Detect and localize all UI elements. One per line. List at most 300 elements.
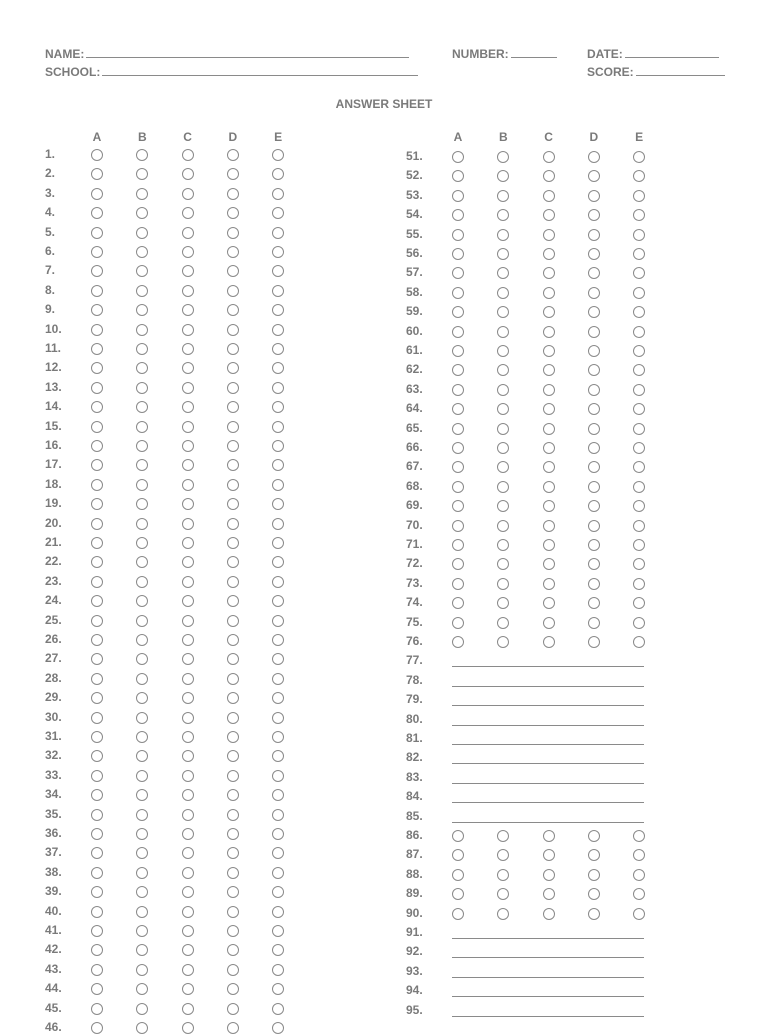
answer-bubble-a[interactable] (91, 149, 103, 161)
answer-bubble-c[interactable] (543, 869, 555, 881)
answer-bubble-d[interactable] (588, 364, 600, 376)
answer-bubble-b[interactable] (136, 207, 148, 219)
answer-bubble-d[interactable] (227, 149, 239, 161)
answer-bubble-d[interactable] (588, 830, 600, 842)
answer-bubble-a[interactable] (452, 151, 464, 163)
answer-bubble-e[interactable] (272, 1003, 284, 1015)
answer-bubble-d[interactable] (588, 248, 600, 260)
answer-bubble-a[interactable] (91, 343, 103, 355)
answer-bubble-e[interactable] (272, 324, 284, 336)
answer-bubble-e[interactable] (272, 401, 284, 413)
answer-bubble-a[interactable] (452, 287, 464, 299)
answer-bubble-b[interactable] (136, 227, 148, 239)
answer-bubble-c[interactable] (182, 615, 194, 627)
answer-bubble-d[interactable] (227, 421, 239, 433)
answer-bubble-d[interactable] (227, 789, 239, 801)
answer-bubble-e[interactable] (272, 518, 284, 530)
answer-bubble-c[interactable] (182, 285, 194, 297)
answer-bubble-e[interactable] (633, 248, 645, 260)
answer-bubble-a[interactable] (452, 384, 464, 396)
answer-bubble-a[interactable] (452, 209, 464, 221)
answer-bubble-d[interactable] (227, 770, 239, 782)
answer-bubble-e[interactable] (272, 731, 284, 743)
answer-bubble-b[interactable] (136, 634, 148, 646)
answer-bubble-b[interactable] (136, 983, 148, 995)
answer-bubble-a[interactable] (91, 828, 103, 840)
answer-bubble-d[interactable] (227, 556, 239, 568)
answer-bubble-a[interactable] (91, 944, 103, 956)
answer-bubble-e[interactable] (633, 287, 645, 299)
answer-bubble-e[interactable] (272, 556, 284, 568)
answer-bubble-d[interactable] (227, 207, 239, 219)
answer-bubble-c[interactable] (182, 479, 194, 491)
answer-bubble-a[interactable] (91, 770, 103, 782)
answer-bubble-a[interactable] (91, 634, 103, 646)
answer-bubble-c[interactable] (182, 731, 194, 743)
answer-bubble-e[interactable] (272, 925, 284, 937)
answer-bubble-b[interactable] (497, 888, 509, 900)
answer-bubble-e[interactable] (633, 170, 645, 182)
answer-bubble-e[interactable] (272, 440, 284, 452)
answer-bubble-a[interactable] (452, 403, 464, 415)
answer-bubble-d[interactable] (227, 634, 239, 646)
answer-bubble-e[interactable] (633, 229, 645, 241)
answer-bubble-c[interactable] (543, 520, 555, 532)
answer-bubble-d[interactable] (588, 461, 600, 473)
number-field[interactable] (452, 46, 557, 61)
answer-bubble-c[interactable] (182, 634, 194, 646)
answer-bubble-c[interactable] (182, 556, 194, 568)
answer-bubble-c[interactable] (543, 190, 555, 202)
answer-bubble-e[interactable] (272, 712, 284, 724)
answer-bubble-a[interactable] (91, 401, 103, 413)
answer-bubble-b[interactable] (497, 190, 509, 202)
answer-bubble-c[interactable] (543, 423, 555, 435)
answer-bubble-d[interactable] (227, 964, 239, 976)
answer-bubble-d[interactable] (588, 384, 600, 396)
answer-bubble-a[interactable] (91, 440, 103, 452)
answer-bubble-b[interactable] (497, 461, 509, 473)
answer-bubble-e[interactable] (272, 886, 284, 898)
answer-bubble-e[interactable] (633, 364, 645, 376)
answer-bubble-c[interactable] (543, 267, 555, 279)
answer-bubble-d[interactable] (227, 750, 239, 762)
answer-bubble-a[interactable] (91, 324, 103, 336)
answer-bubble-e[interactable] (272, 362, 284, 374)
answer-bubble-a[interactable] (452, 248, 464, 260)
answer-bubble-e[interactable] (633, 461, 645, 473)
answer-bubble-e[interactable] (272, 246, 284, 258)
answer-bubble-e[interactable] (272, 847, 284, 859)
answer-bubble-e[interactable] (633, 636, 645, 648)
answer-bubble-a[interactable] (452, 190, 464, 202)
answer-bubble-b[interactable] (136, 731, 148, 743)
answer-bubble-c[interactable] (543, 558, 555, 570)
answer-bubble-c[interactable] (543, 617, 555, 629)
answer-bubble-d[interactable] (227, 847, 239, 859)
answer-bubble-d[interactable] (588, 481, 600, 493)
answer-bubble-e[interactable] (633, 423, 645, 435)
name-field[interactable] (45, 46, 409, 61)
answer-bubble-e[interactable] (633, 190, 645, 202)
answer-bubble-b[interactable] (136, 712, 148, 724)
answer-bubble-e[interactable] (633, 908, 645, 920)
answer-bubble-a[interactable] (452, 578, 464, 590)
answer-bubble-b[interactable] (497, 423, 509, 435)
answer-bubble-c[interactable] (182, 401, 194, 413)
answer-bubble-a[interactable] (91, 362, 103, 374)
answer-bubble-c[interactable] (543, 461, 555, 473)
answer-line[interactable] (452, 822, 644, 823)
answer-bubble-e[interactable] (633, 384, 645, 396)
answer-bubble-d[interactable] (227, 343, 239, 355)
answer-bubble-b[interactable] (136, 498, 148, 510)
answer-bubble-c[interactable] (182, 692, 194, 704)
answer-bubble-a[interactable] (452, 461, 464, 473)
date-field[interactable] (587, 46, 719, 61)
answer-bubble-e[interactable] (272, 828, 284, 840)
answer-bubble-d[interactable] (588, 500, 600, 512)
answer-bubble-c[interactable] (543, 209, 555, 221)
answer-bubble-b[interactable] (136, 518, 148, 530)
answer-bubble-b[interactable] (136, 1003, 148, 1015)
answer-bubble-a[interactable] (91, 537, 103, 549)
answer-bubble-d[interactable] (588, 306, 600, 318)
answer-bubble-e[interactable] (272, 595, 284, 607)
answer-bubble-a[interactable] (91, 556, 103, 568)
answer-bubble-e[interactable] (633, 151, 645, 163)
answer-bubble-d[interactable] (227, 227, 239, 239)
answer-bubble-d[interactable] (227, 983, 239, 995)
answer-bubble-a[interactable] (452, 869, 464, 881)
answer-bubble-c[interactable] (543, 500, 555, 512)
answer-bubble-d[interactable] (588, 578, 600, 590)
answer-bubble-c[interactable] (543, 830, 555, 842)
answer-line[interactable] (452, 977, 644, 978)
answer-bubble-a[interactable] (91, 731, 103, 743)
answer-bubble-b[interactable] (497, 229, 509, 241)
answer-bubble-a[interactable] (452, 539, 464, 551)
answer-bubble-c[interactable] (182, 847, 194, 859)
answer-bubble-d[interactable] (227, 673, 239, 685)
answer-bubble-d[interactable] (227, 615, 239, 627)
answer-bubble-e[interactable] (272, 944, 284, 956)
answer-bubble-b[interactable] (136, 537, 148, 549)
answer-bubble-b[interactable] (497, 287, 509, 299)
answer-bubble-a[interactable] (91, 246, 103, 258)
answer-line[interactable] (452, 957, 644, 958)
answer-bubble-c[interactable] (543, 170, 555, 182)
answer-bubble-c[interactable] (543, 287, 555, 299)
answer-bubble-c[interactable] (543, 442, 555, 454)
answer-bubble-e[interactable] (633, 539, 645, 551)
answer-bubble-b[interactable] (136, 343, 148, 355)
answer-bubble-a[interactable] (91, 615, 103, 627)
answer-bubble-e[interactable] (633, 578, 645, 590)
answer-line[interactable] (452, 744, 644, 745)
answer-bubble-d[interactable] (227, 906, 239, 918)
answer-bubble-b[interactable] (136, 925, 148, 937)
answer-bubble-c[interactable] (182, 421, 194, 433)
answer-bubble-a[interactable] (452, 306, 464, 318)
answer-bubble-a[interactable] (91, 886, 103, 898)
answer-bubble-a[interactable] (91, 421, 103, 433)
answer-bubble-e[interactable] (272, 906, 284, 918)
answer-bubble-d[interactable] (227, 925, 239, 937)
answer-bubble-d[interactable] (227, 1003, 239, 1015)
answer-bubble-c[interactable] (182, 382, 194, 394)
answer-bubble-a[interactable] (91, 906, 103, 918)
answer-bubble-c[interactable] (182, 809, 194, 821)
answer-bubble-a[interactable] (452, 170, 464, 182)
answer-bubble-b[interactable] (136, 285, 148, 297)
answer-bubble-c[interactable] (182, 789, 194, 801)
answer-bubble-b[interactable] (136, 770, 148, 782)
answer-bubble-e[interactable] (272, 227, 284, 239)
answer-bubble-b[interactable] (136, 847, 148, 859)
answer-bubble-b[interactable] (136, 168, 148, 180)
answer-bubble-d[interactable] (227, 653, 239, 665)
answer-bubble-d[interactable] (227, 498, 239, 510)
answer-bubble-b[interactable] (136, 886, 148, 898)
answer-bubble-a[interactable] (452, 908, 464, 920)
answer-bubble-d[interactable] (227, 459, 239, 471)
answer-bubble-e[interactable] (272, 770, 284, 782)
answer-bubble-d[interactable] (588, 287, 600, 299)
answer-bubble-c[interactable] (182, 595, 194, 607)
answer-bubble-c[interactable] (182, 149, 194, 161)
answer-bubble-a[interactable] (91, 673, 103, 685)
answer-bubble-d[interactable] (588, 209, 600, 221)
answer-bubble-d[interactable] (227, 537, 239, 549)
answer-bubble-d[interactable] (227, 168, 239, 180)
answer-bubble-b[interactable] (497, 636, 509, 648)
date-underline[interactable] (625, 46, 719, 58)
answer-bubble-b[interactable] (497, 830, 509, 842)
answer-bubble-c[interactable] (182, 770, 194, 782)
answer-bubble-a[interactable] (91, 479, 103, 491)
name-underline[interactable] (86, 46, 409, 58)
answer-bubble-b[interactable] (136, 188, 148, 200)
answer-bubble-b[interactable] (136, 324, 148, 336)
answer-bubble-c[interactable] (182, 459, 194, 471)
answer-bubble-e[interactable] (272, 285, 284, 297)
answer-bubble-e[interactable] (633, 520, 645, 532)
answer-bubble-e[interactable] (272, 421, 284, 433)
answer-bubble-e[interactable] (633, 267, 645, 279)
answer-bubble-b[interactable] (136, 479, 148, 491)
answer-line[interactable] (452, 996, 644, 997)
answer-bubble-b[interactable] (136, 906, 148, 918)
answer-bubble-d[interactable] (588, 229, 600, 241)
answer-bubble-e[interactable] (633, 481, 645, 493)
answer-bubble-b[interactable] (497, 558, 509, 570)
answer-bubble-a[interactable] (91, 925, 103, 937)
answer-bubble-b[interactable] (497, 481, 509, 493)
answer-bubble-e[interactable] (272, 789, 284, 801)
answer-bubble-c[interactable] (182, 983, 194, 995)
answer-bubble-c[interactable] (543, 306, 555, 318)
answer-line[interactable] (452, 802, 644, 803)
answer-bubble-e[interactable] (272, 304, 284, 316)
answer-bubble-b[interactable] (497, 849, 509, 861)
answer-bubble-b[interactable] (136, 576, 148, 588)
answer-bubble-c[interactable] (543, 849, 555, 861)
answer-bubble-a[interactable] (452, 849, 464, 861)
answer-bubble-b[interactable] (136, 459, 148, 471)
answer-bubble-e[interactable] (272, 983, 284, 995)
answer-bubble-c[interactable] (543, 326, 555, 338)
answer-bubble-c[interactable] (182, 518, 194, 530)
answer-bubble-a[interactable] (91, 789, 103, 801)
answer-line[interactable] (452, 763, 644, 764)
answer-bubble-b[interactable] (497, 345, 509, 357)
answer-bubble-a[interactable] (452, 830, 464, 842)
answer-bubble-b[interactable] (497, 170, 509, 182)
answer-bubble-c[interactable] (543, 229, 555, 241)
answer-bubble-e[interactable] (633, 597, 645, 609)
answer-bubble-c[interactable] (182, 906, 194, 918)
answer-bubble-c[interactable] (182, 576, 194, 588)
answer-bubble-e[interactable] (633, 869, 645, 881)
answer-bubble-c[interactable] (182, 673, 194, 685)
answer-bubble-a[interactable] (452, 520, 464, 532)
answer-bubble-a[interactable] (452, 326, 464, 338)
answer-bubble-a[interactable] (452, 229, 464, 241)
answer-bubble-a[interactable] (91, 304, 103, 316)
answer-bubble-e[interactable] (633, 830, 645, 842)
answer-bubble-d[interactable] (227, 867, 239, 879)
answer-bubble-a[interactable] (452, 267, 464, 279)
answer-bubble-b[interactable] (497, 384, 509, 396)
answer-bubble-e[interactable] (272, 867, 284, 879)
answer-bubble-a[interactable] (452, 481, 464, 493)
answer-bubble-a[interactable] (91, 265, 103, 277)
answer-bubble-d[interactable] (227, 382, 239, 394)
school-underline[interactable] (102, 64, 418, 76)
answer-bubble-c[interactable] (182, 653, 194, 665)
answer-bubble-b[interactable] (497, 908, 509, 920)
answer-bubble-c[interactable] (182, 925, 194, 937)
answer-bubble-e[interactable] (633, 558, 645, 570)
answer-bubble-b[interactable] (497, 597, 509, 609)
answer-bubble-d[interactable] (588, 345, 600, 357)
answer-bubble-d[interactable] (227, 304, 239, 316)
answer-bubble-e[interactable] (633, 849, 645, 861)
answer-bubble-e[interactable] (633, 617, 645, 629)
answer-bubble-c[interactable] (182, 537, 194, 549)
answer-bubble-b[interactable] (497, 209, 509, 221)
answer-bubble-c[interactable] (182, 498, 194, 510)
answer-bubble-a[interactable] (452, 597, 464, 609)
answer-bubble-b[interactable] (136, 265, 148, 277)
answer-bubble-b[interactable] (136, 246, 148, 258)
answer-bubble-c[interactable] (182, 886, 194, 898)
answer-bubble-b[interactable] (136, 828, 148, 840)
answer-bubble-a[interactable] (91, 712, 103, 724)
answer-bubble-e[interactable] (272, 459, 284, 471)
answer-bubble-e[interactable] (272, 168, 284, 180)
answer-bubble-d[interactable] (227, 285, 239, 297)
answer-bubble-d[interactable] (227, 828, 239, 840)
answer-bubble-c[interactable] (182, 168, 194, 180)
answer-bubble-a[interactable] (91, 964, 103, 976)
answer-bubble-c[interactable] (182, 750, 194, 762)
answer-bubble-c[interactable] (182, 828, 194, 840)
answer-bubble-e[interactable] (272, 673, 284, 685)
answer-bubble-e[interactable] (272, 634, 284, 646)
answer-bubble-b[interactable] (497, 539, 509, 551)
answer-bubble-c[interactable] (182, 324, 194, 336)
answer-bubble-a[interactable] (91, 576, 103, 588)
answer-bubble-d[interactable] (588, 617, 600, 629)
answer-bubble-b[interactable] (136, 440, 148, 452)
answer-bubble-d[interactable] (588, 326, 600, 338)
answer-line[interactable] (452, 686, 644, 687)
answer-bubble-e[interactable] (272, 537, 284, 549)
answer-bubble-a[interactable] (452, 636, 464, 648)
answer-bubble-d[interactable] (588, 151, 600, 163)
answer-bubble-d[interactable] (227, 362, 239, 374)
answer-bubble-a[interactable] (91, 809, 103, 821)
answer-bubble-b[interactable] (136, 944, 148, 956)
answer-bubble-d[interactable] (227, 809, 239, 821)
answer-bubble-d[interactable] (588, 190, 600, 202)
answer-bubble-b[interactable] (497, 500, 509, 512)
answer-bubble-d[interactable] (588, 636, 600, 648)
answer-bubble-d[interactable] (227, 265, 239, 277)
answer-bubble-d[interactable] (227, 944, 239, 956)
answer-bubble-c[interactable] (543, 539, 555, 551)
answer-bubble-d[interactable] (588, 442, 600, 454)
answer-bubble-d[interactable] (227, 440, 239, 452)
answer-bubble-a[interactable] (91, 692, 103, 704)
answer-bubble-d[interactable] (227, 518, 239, 530)
answer-bubble-d[interactable] (227, 479, 239, 491)
answer-bubble-e[interactable] (272, 615, 284, 627)
answer-bubble-b[interactable] (136, 149, 148, 161)
answer-bubble-d[interactable] (588, 888, 600, 900)
answer-bubble-a[interactable] (91, 750, 103, 762)
answer-bubble-a[interactable] (91, 498, 103, 510)
answer-bubble-c[interactable] (182, 188, 194, 200)
answer-bubble-d[interactable] (588, 520, 600, 532)
answer-bubble-b[interactable] (497, 869, 509, 881)
answer-bubble-b[interactable] (136, 556, 148, 568)
answer-bubble-e[interactable] (272, 692, 284, 704)
answer-line[interactable] (452, 1016, 644, 1017)
answer-bubble-b[interactable] (497, 151, 509, 163)
answer-bubble-b[interactable] (136, 692, 148, 704)
answer-bubble-b[interactable] (136, 789, 148, 801)
answer-bubble-c[interactable] (182, 227, 194, 239)
answer-bubble-b[interactable] (136, 615, 148, 627)
answer-bubble-a[interactable] (452, 888, 464, 900)
answer-bubble-d[interactable] (588, 908, 600, 920)
answer-bubble-a[interactable] (452, 617, 464, 629)
answer-bubble-c[interactable] (182, 207, 194, 219)
answer-line[interactable] (452, 938, 644, 939)
answer-bubble-c[interactable] (543, 151, 555, 163)
answer-bubble-e[interactable] (633, 500, 645, 512)
answer-bubble-a[interactable] (91, 1003, 103, 1015)
answer-bubble-a[interactable] (452, 500, 464, 512)
answer-bubble-c[interactable] (543, 345, 555, 357)
answer-bubble-e[interactable] (272, 479, 284, 491)
answer-line[interactable] (452, 783, 644, 784)
answer-bubble-a[interactable] (452, 364, 464, 376)
answer-bubble-b[interactable] (497, 578, 509, 590)
